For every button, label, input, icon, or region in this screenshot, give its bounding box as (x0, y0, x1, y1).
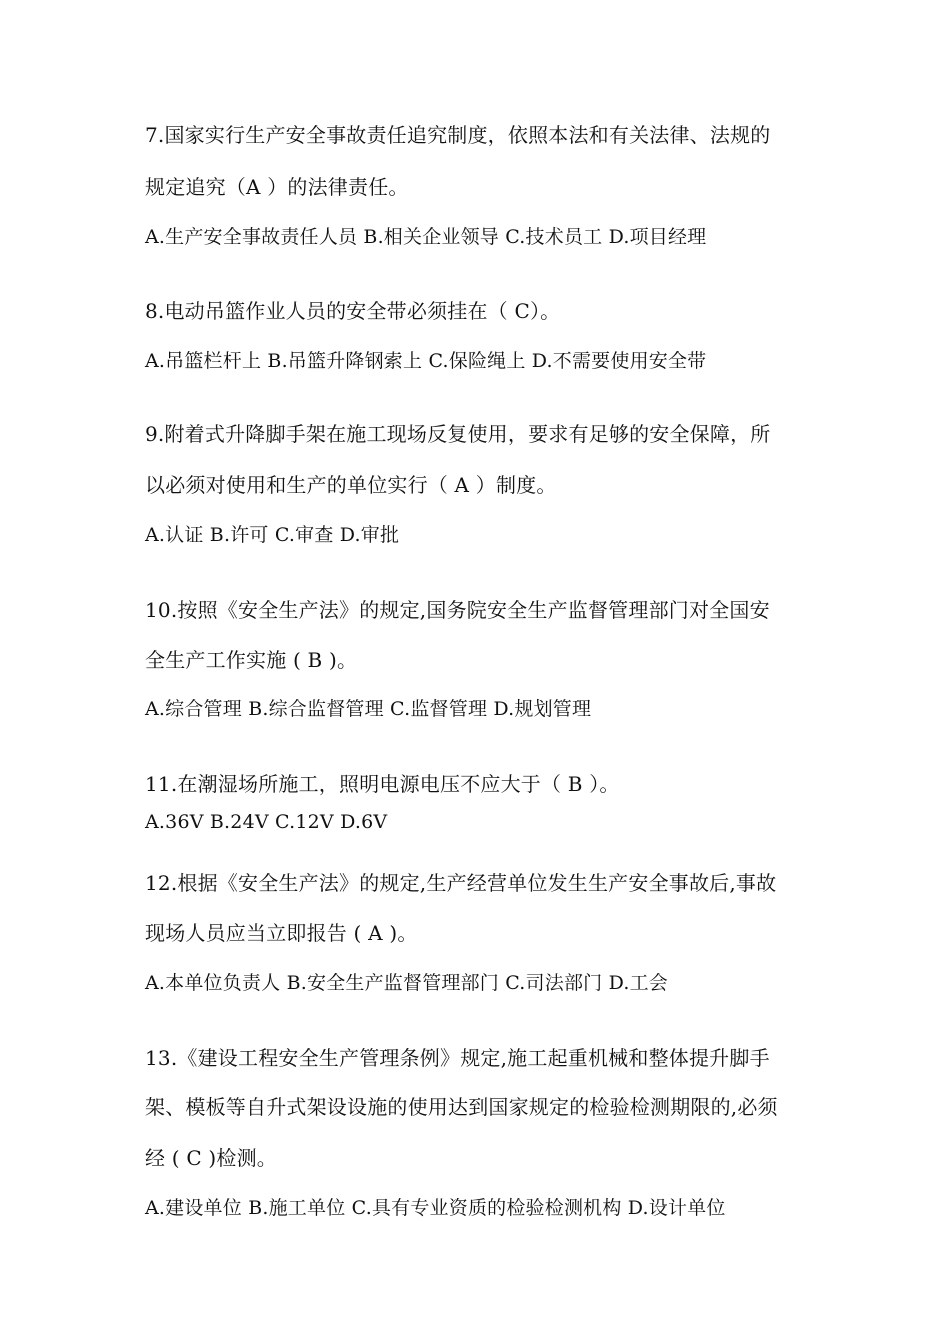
question-8-line-1: 8.电动吊篮作业人员的安全带必须挂在（ C）。 (145, 299, 561, 323)
question-8-options: A.吊篮栏杆上 B.吊篮升降钢索上 C.保险绳上 D.不需要使用安全带 (145, 350, 707, 372)
question-9-line-2: 以必须对使用和生产的单位实行（ A ）制度。 (145, 473, 557, 497)
question-10-line-2: 全生产工作实施 ( B )。 (145, 648, 358, 672)
question-11-options: A.36V B.24V C.12V D.6V (145, 811, 388, 833)
question-10-options: A.综合管理 B.综合监督管理 C.监督管理 D.规划管理 (145, 698, 592, 720)
question-7-line-1: 7.国家实行生产安全事故责任追究制度，依照本法和有关法律、法规的 (145, 123, 771, 147)
question-13-line-2: 架、模板等自升式架设设施的使用达到国家规定的检验检测期限的,必须 (145, 1095, 778, 1119)
question-12-line-2: 现场人员应当立即报告 ( A )。 (145, 921, 418, 945)
question-13-options: A.建设单位 B.施工单位 C.具有专业资质的检验检测机构 D.设计单位 (145, 1197, 726, 1219)
question-13-line-3: 经 ( C )检测。 (145, 1146, 277, 1170)
question-7-line-2: 规定追究（A ）的法律责任。 (145, 175, 409, 199)
question-10-line-1: 10.按照《安全生产法》的规定,国务院安全生产监督管理部门对全国安 (145, 598, 770, 622)
question-11-line-1: 11.在潮湿场所施工，照明电源电压不应大于（ B ）。 (145, 772, 620, 796)
question-9-options: A.认证 B.许可 C.审查 D.审批 (145, 524, 400, 546)
question-9-line-1: 9.附着式升降脚手架在施工现场反复使用，要求有足够的安全保障，所 (145, 422, 771, 446)
question-13-line-1: 13.《建设工程安全生产管理条例》规定,施工起重机械和整体提升脚手 (145, 1046, 770, 1070)
question-12-line-1: 12.根据《安全生产法》的规定,生产经营单位发生生产安全事故后,事故 (145, 871, 777, 895)
question-7-options: A.生产安全事故责任人员 B.相关企业领导 C.技术员工 D.项目经理 (145, 226, 707, 248)
question-12-options: A.本单位负责人 B.安全生产监督管理部门 C.司法部门 D.工会 (145, 972, 668, 994)
